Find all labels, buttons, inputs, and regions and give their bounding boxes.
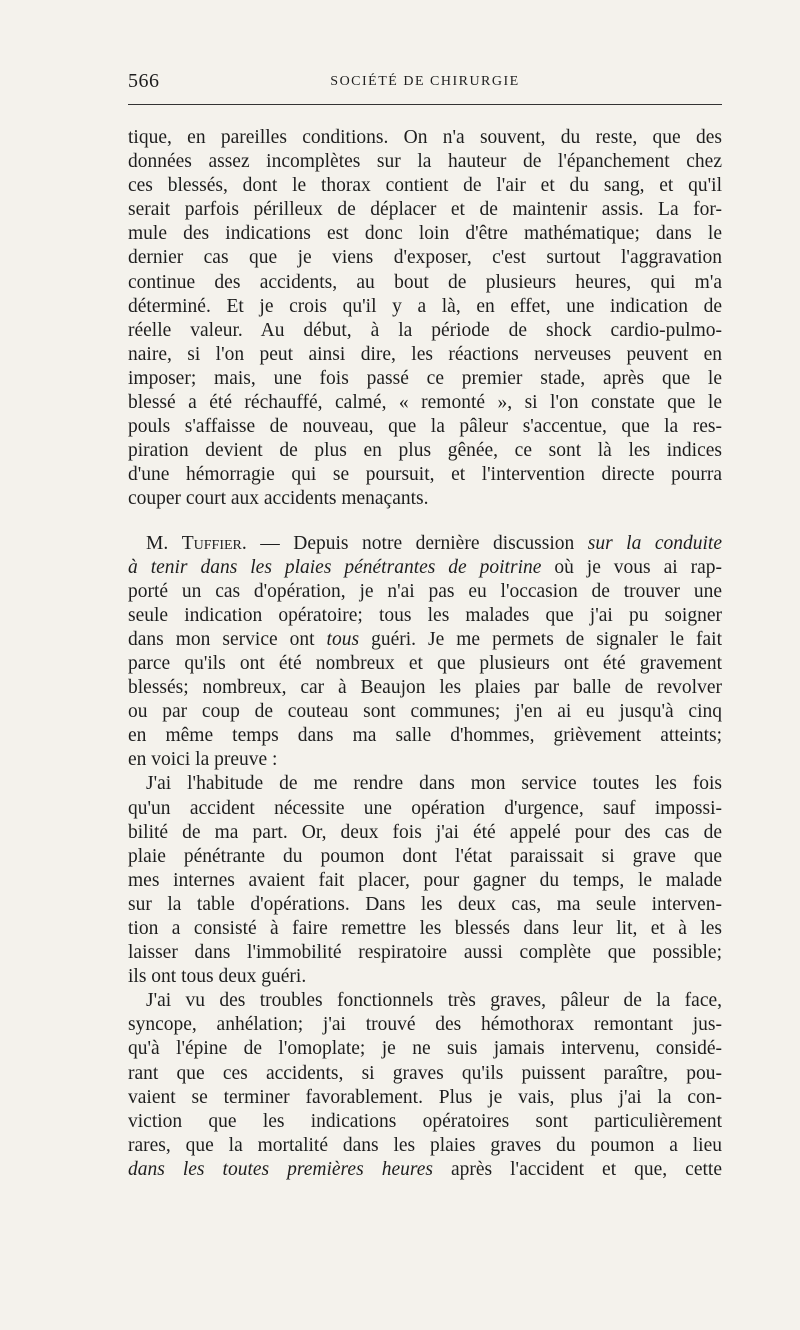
text-line: tion a consisté à faire remettre les blessés dans leur lit, et à les [128,918,722,939]
header-rule [128,104,722,105]
text-line: plaie pénétrante du poumon dont l'état paraissait si grave que [128,845,722,867]
text-line: imposer; mais, une fois passé ce premier stade, après que le [128,367,722,389]
text-line: serait parfois périlleux de déplacer et de maintenir assis. La for- [128,199,722,221]
body-text [128,126,722,1182]
text-line: couper court aux accidents menaçants. [128,488,429,510]
text-line: bilité de ma part. Or, deux fois j'ai été appelé pour des cas de [128,821,722,843]
text-line: porté un cas d'opération, je n'ai pas eu l'occasion de trouver une [128,580,722,602]
text-line: rant que ces accidents, si graves qu'ils puissent paraître, pou- [128,1062,722,1084]
text-line: blessé a été réchauffé, calmé, « remonté », si l'on constate que le [128,392,722,414]
text-line: déterminé. Et je crois qu'il y a là, en effet, une indication de [128,295,722,317]
text-line: ou par coup de couteau sont communes; j'en ai eu jusqu'à cinq [128,701,722,723]
text-line: naire, si l'on peut ainsi dire, les réactions nerveuses peuvent en [128,343,722,365]
italic-phrase: dans les toutes premières heures [128,1158,433,1180]
text-line: en voici la preuve : [128,749,278,771]
paragraph-troubles [128,989,722,1182]
running-title: SOCIÉTÉ DE CHIRURGIE [330,74,520,89]
text-line: vaient se terminer favorablement. Plus je vais, plus j'ai la con- [128,1086,722,1108]
text-segment: après l'accident et que, cette [432,1158,722,1180]
text-line: qu'un accident nécessite une opération d'urgence, sauf impossi- [128,797,722,819]
text-line: viction que les indications opératoires sont particulièrement [128,1110,722,1132]
page-header [128,70,722,94]
paragraph-tuffier [128,532,722,773]
text-line: laisser dans l'immobilité respiratoire aussi complète que possible; [128,942,722,964]
text-line [128,1158,722,1182]
text-line: données assez incomplètes sur la hauteur de l'épanchement chez [128,151,722,173]
text-line: J'ai vu des troubles fonctionnels très graves, pâleur de la face, [146,990,722,1012]
text-line: ils ont tous deux guéri. [128,966,307,988]
text-line: d'une hémorragie qui se poursuit, et l'intervention directe pourra [128,464,722,486]
text-line [128,556,722,580]
text-line: qu'à l'épine de l'omoplate; je ne suis jamais intervenu, considé- [128,1038,722,1060]
text-line: rares, que la mortalité dans les plaies graves du poumon a lieu [128,1134,722,1156]
speaker-name: Tuffier [181,532,242,554]
text-line: sur la table d'opérations. Dans les deux cas, ma seule interven- [128,893,722,915]
text-segment: dans mon service ont [128,628,327,650]
text-line: ces blessés, dont le thorax contient de l'air et du sang, et qu'il [128,175,722,197]
text-line [128,628,722,652]
text-line: J'ai l'habitude de me rendre dans mon service toutes les fois [146,773,722,795]
text-line: mes internes avaient fait placer, pour gagner du temps, le malade [128,869,722,891]
text-line: seule indication opératoire; tous les malades que j'ai pu soigner [128,604,722,626]
text-line: en même temps dans ma salle d'hommes, grièvement atteints; [128,725,722,747]
text-line: dernier cas que je viens d'exposer, c'est surtout l'aggravation [128,247,722,269]
text-segment: guéri. Je me permets de signaler le fait [359,628,722,650]
text-line: piration devient de plus en plus gênée, ce sont là les indices [128,440,722,462]
text-line: syncope, anhélation; j'ai trouvé des hémothorax remontant jus- [128,1014,722,1036]
italic-word: tous [326,628,360,650]
page-number: 566 [128,70,160,92]
text-line: parce qu'ils ont été nombreux et que plusieurs ont été gravement [128,652,722,674]
text-segment: . — Depuis notre dernière discussion [241,532,588,554]
text-line: continue des accidents, au bout de plusieurs heures, qui m'a [128,271,722,293]
text-segment: où je vous ai rap- [541,556,722,578]
text-line: mule des indications est donc loin d'être mathématique; dans le [128,223,722,245]
text-line: blessés; nombreux, car à Beaujon les plaies par balle de revolver [128,677,722,699]
text-line [128,532,722,556]
italic-title: à tenir dans les plaies pénétrantes de poitrine [128,556,542,578]
text-line: tique, en pareilles conditions. On n'a souvent, du reste, que des [128,127,722,148]
paragraph-continuation [128,126,722,512]
text-line: réelle valeur. Au début, à la période de shock cardio-pulmo- [128,319,722,341]
speaker-prefix: M. [146,532,182,554]
text-line: pouls s'affaisse de nouveau, que la pâleur s'accentue, que la res- [128,416,722,438]
italic-title: sur la conduite [587,532,723,554]
paragraph-habitude [128,772,722,989]
